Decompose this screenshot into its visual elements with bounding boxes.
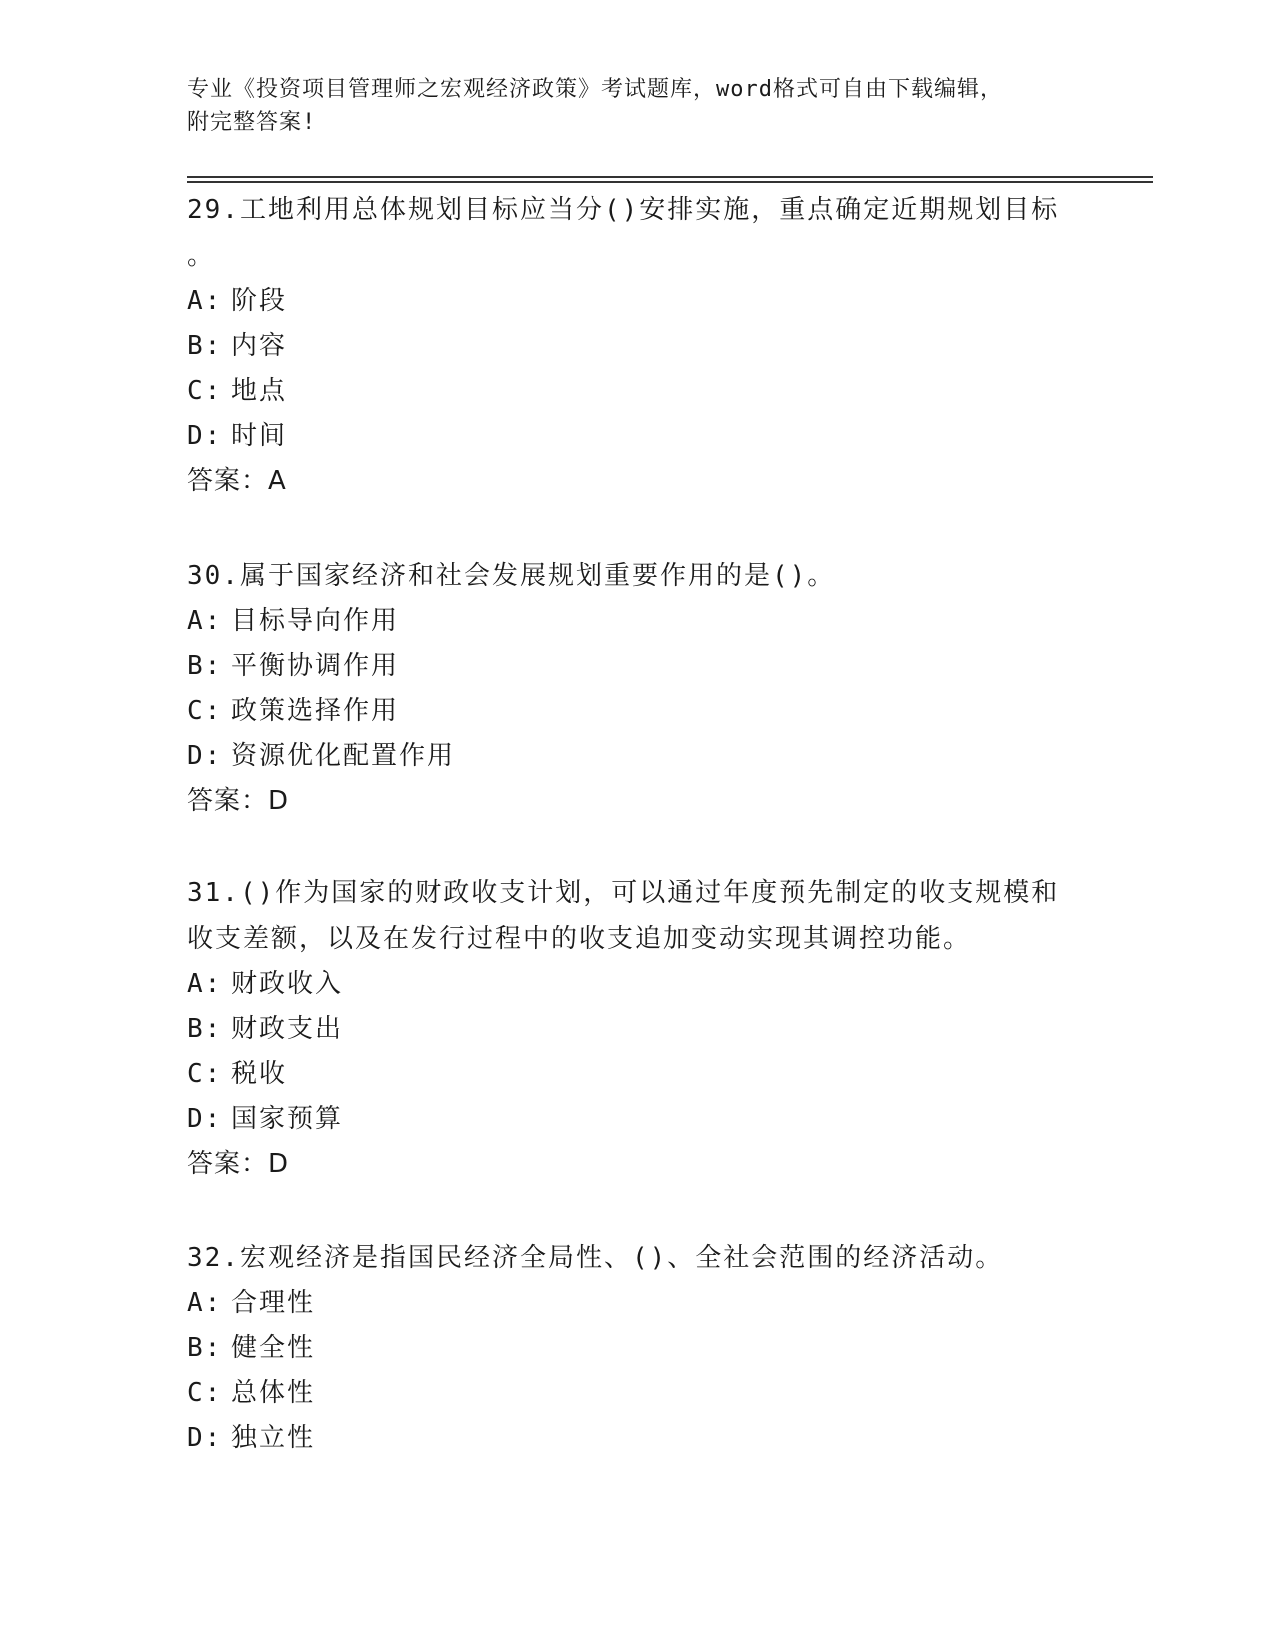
- question-number: 32.: [187, 1243, 240, 1273]
- question-text: 属于国家经济和社会发展规划重要作用的是()。: [239, 561, 836, 591]
- option-text: 政策选择作用: [231, 696, 400, 726]
- option-key: A:: [187, 969, 223, 999]
- option-key: B:: [187, 651, 223, 681]
- question-stem-continued: 。: [187, 241, 216, 271]
- question-stem: [187, 553, 1087, 599]
- option-text: 地点: [231, 376, 288, 406]
- option-d: [187, 1097, 1087, 1142]
- option-text: 时间: [231, 421, 288, 451]
- option-key: B:: [187, 1014, 223, 1044]
- option-text: 财政收入: [231, 969, 344, 999]
- question-text: 工地利用总体规划目标应当分()安排实施，重点确定近期规划目标: [239, 195, 1060, 225]
- question-stem: [187, 1235, 1087, 1281]
- option-key: D:: [187, 421, 223, 451]
- question-29: [187, 187, 1087, 504]
- option-key: D:: [187, 741, 223, 771]
- header-divider-top: [187, 176, 1153, 178]
- option-a: [187, 279, 1087, 324]
- option-text: 国家预算: [231, 1104, 344, 1134]
- option-key: A:: [187, 1288, 223, 1318]
- question-number: 29.: [187, 195, 240, 225]
- option-text: 目标导向作用: [231, 606, 400, 636]
- option-d: [187, 1416, 1087, 1461]
- option-d: [187, 734, 1087, 779]
- option-c: [187, 1371, 1087, 1416]
- question-30: [187, 553, 1087, 824]
- option-b: [187, 1326, 1087, 1371]
- option-text: 独立性: [231, 1423, 316, 1453]
- option-b: [187, 1007, 1087, 1052]
- header-divider-bottom: [187, 181, 1153, 183]
- question-text: 宏观经济是指国民经济全局性、()、全社会范围的经济活动。: [239, 1243, 1004, 1273]
- option-a: [187, 962, 1087, 1007]
- option-text: 内容: [231, 331, 288, 361]
- question-number: 30.: [187, 561, 240, 591]
- option-key: D:: [187, 1423, 223, 1453]
- question-stem: [187, 187, 1087, 233]
- option-text: 资源优化配置作用: [231, 741, 456, 771]
- question-text: ()作为国家的财政收支计划，可以通过年度预先制定的收支规模和: [239, 878, 1060, 908]
- header-line-2: 附完整答案!: [187, 110, 317, 135]
- option-c: [187, 369, 1087, 414]
- question-32: [187, 1235, 1087, 1461]
- question-stem: [187, 870, 1087, 916]
- option-key: A:: [187, 286, 223, 316]
- option-d: [187, 414, 1087, 459]
- option-key: D:: [187, 1104, 223, 1134]
- question-number: 31.: [187, 878, 240, 908]
- option-b: [187, 324, 1087, 369]
- document-header: [187, 73, 1067, 139]
- option-c: [187, 689, 1087, 734]
- option-text: 平衡协调作用: [231, 651, 400, 681]
- option-a: [187, 599, 1087, 644]
- option-text: 税收: [231, 1059, 288, 1089]
- option-key: C:: [187, 696, 223, 726]
- header-line-1: 专业《投资项目管理师之宏观经济政策》考试题库，word格式可自由下载编辑，: [187, 77, 1003, 102]
- option-text: 合理性: [231, 1288, 316, 1318]
- option-b: [187, 644, 1087, 689]
- option-key: B:: [187, 1333, 223, 1363]
- option-text: 健全性: [231, 1333, 316, 1363]
- option-key: A:: [187, 606, 223, 636]
- question-31: [187, 870, 1087, 1187]
- option-key: C:: [187, 1059, 223, 1089]
- option-key: C:: [187, 376, 223, 406]
- answer-line: 答案：D: [187, 786, 290, 816]
- option-text: 总体性: [231, 1378, 316, 1408]
- option-text: 财政支出: [231, 1014, 344, 1044]
- question-stem-continued: 收支差额，以及在发行过程中的收支追加变动实现其调控功能。: [187, 924, 972, 954]
- answer-line: 答案：A: [187, 466, 287, 496]
- option-a: [187, 1281, 1087, 1326]
- answer-line: 答案：D: [187, 1149, 290, 1179]
- option-key: C:: [187, 1378, 223, 1408]
- option-text: 阶段: [231, 286, 288, 316]
- option-key: B:: [187, 331, 223, 361]
- option-c: [187, 1052, 1087, 1097]
